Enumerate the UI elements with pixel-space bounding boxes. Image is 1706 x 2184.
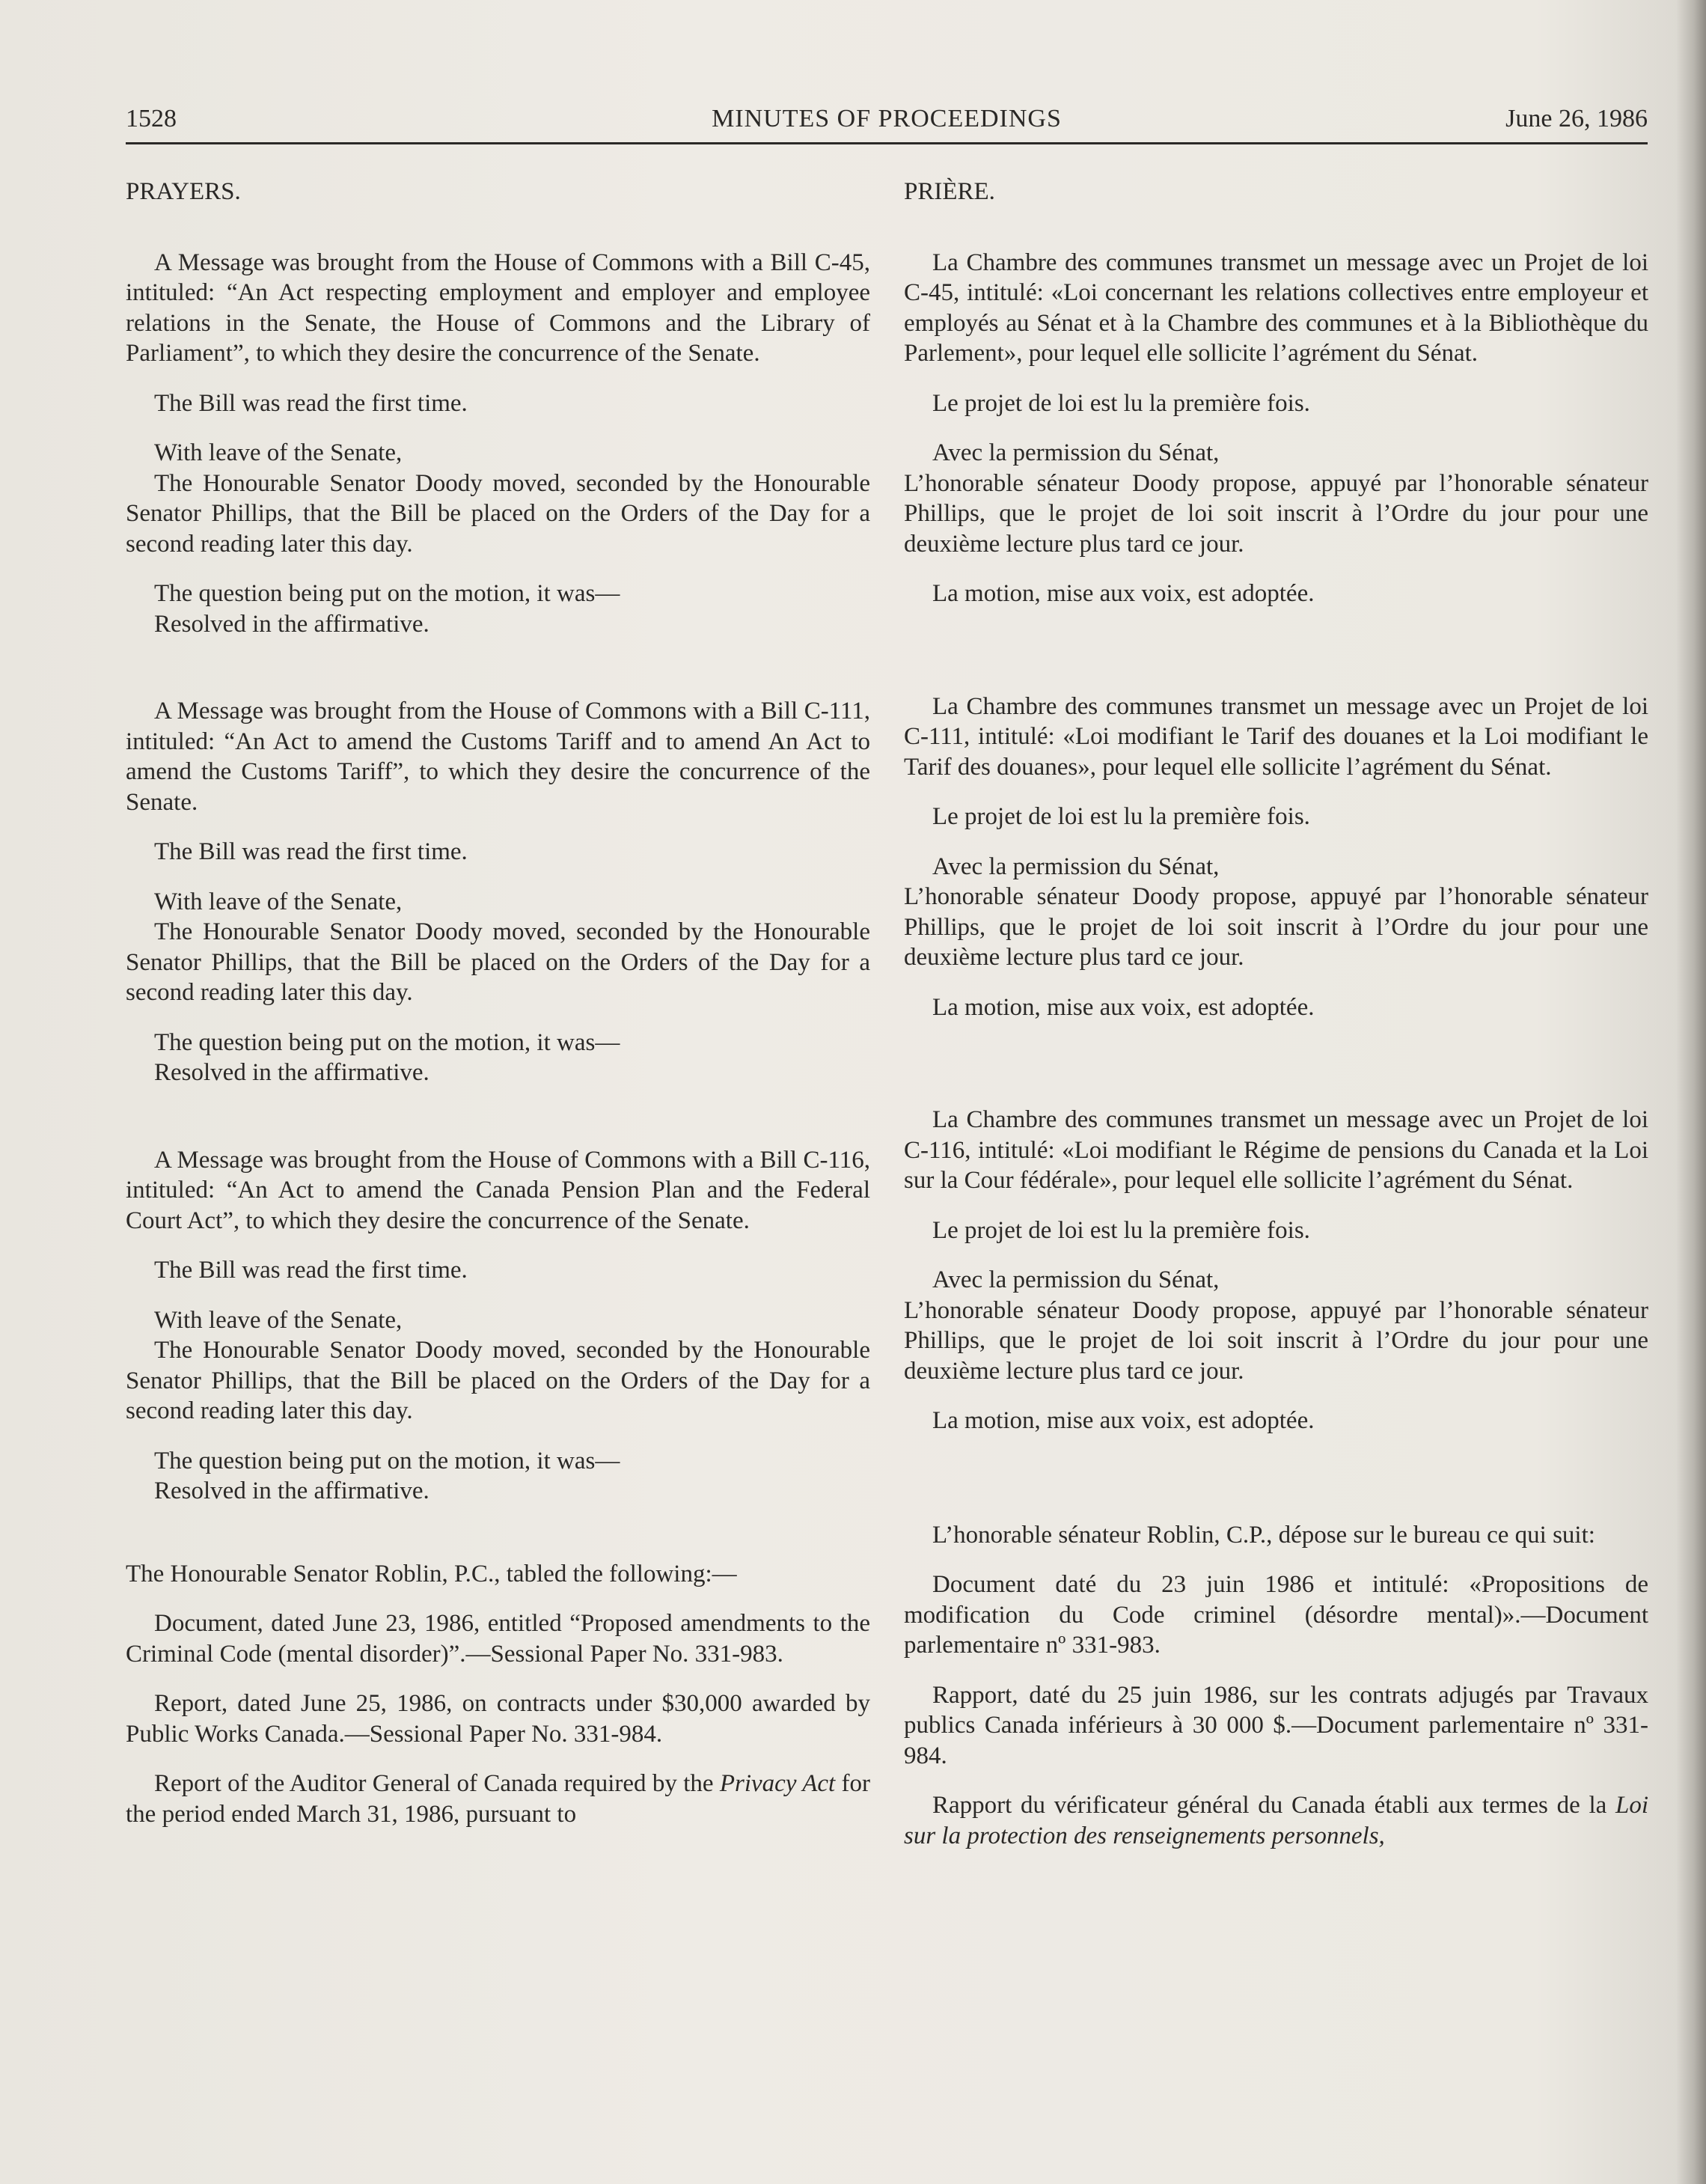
page-edge-shadow [1676, 0, 1706, 2184]
first-reading-c45-fr: Le projet de loi est lu la première fois. [932, 389, 1310, 417]
first-reading-c45: The Bill was read the first time. [154, 389, 468, 417]
moved-c111-fr: L’honorable sénateur Doody propose, appuyé par l’honorable sénateur Phillips, que le projet de loi soit inscrit à l’Ordre du jour pour une deuxième lecture plus tard ce jour. [904, 883, 1648, 971]
moved-c45-fr: L’honorable sénateur Doody propose, appuyé par l’honorable sénateur Phillips, que le projet de loi soit inscrit à l’Ordre du jour pour une deuxième lecture plus tard ce jour. [904, 469, 1648, 558]
report-auditor-general: Report of the Auditor General of Canada required by the Privacy Act for the period ended March 31, 1986, pursuant to [126, 1770, 870, 1828]
motion-c45-fr [904, 438, 1648, 559]
motion-c45 [126, 438, 870, 559]
page-number: 1528 [126, 105, 177, 132]
moved-c116-fr: L’honorable sénateur Doody propose, appuyé par l’honorable sénateur Phillips, que le projet de loi soit inscrit à l’Ordre du jour pour une deuxième lecture plus tard ce jour. [904, 1296, 1648, 1385]
running-header [126, 103, 1648, 144]
adopted-c116-fr: La motion, mise aux voix, est adoptée. [932, 1407, 1315, 1434]
adopted-c45-fr: La motion, mise aux voix, est adoptée. [932, 580, 1315, 607]
moved-c111: The Honourable Senator Doody moved, seconded by the Honourable Senator Phillips, that the Bill be placed on the Orders of the Day for a second reading later this day. [126, 918, 870, 1006]
message-c111-fr: La Chambre des communes transmet un message avec un Projet de loi C-111, intitulé: «Loi modifiant le Tarif des douanes et la Loi modifiant le Tarif des douanes», pour lequel elle sollicite l’agrément du Sénat. [904, 692, 1648, 781]
leave-c45: With leave of the Senate, [154, 439, 403, 466]
motion-c116-fr [904, 1265, 1648, 1386]
document-criminal-code: Document, dated June 23, 1986, entitled “Proposed amendments to the Criminal Code (mental disorder)”.—Sessional Paper No. 331-983. [126, 1610, 870, 1668]
prayers-heading: PRAYERS. [126, 178, 241, 205]
question-c111 [126, 1028, 870, 1088]
document-criminal-code-fr: Document daté du 23 juin 1986 et intitulé: «Propositions de modification du Code criminel (désordre mental)».—Document parlementaire nº 331-983. [904, 1571, 1648, 1659]
motion-c111 [126, 887, 870, 1008]
header-title: MINUTES OF PROCEEDINGS [712, 105, 1062, 132]
message-c111: A Message was brought from the House of Commons with a Bill C-111, intituled: “An Act to amend the Customs Tariff and to amend An Act to amend the Customs Tariff”, to which they desire the concurrence of the Senate. [126, 698, 870, 816]
motion-c116 [126, 1305, 870, 1427]
question-c45 [126, 579, 870, 639]
leave-c116-fr: Avec la permission du Sénat, [932, 1266, 1220, 1293]
leave-c116: With leave of the Senate, [154, 1306, 403, 1334]
first-reading-c116: The Bill was read the first time. [154, 1257, 468, 1284]
header-date: June 26, 1986 [1505, 105, 1648, 132]
report-auditor-general-fr: Rapport du vérificateur général du Canada établi aux termes de la Loi sur la protection des renseignements personnels, [904, 1792, 1648, 1849]
report-public-works: Report, dated June 25, 1986, on contracts under $30,000 awarded by Public Works Canada.—Sessional Paper No. 331-984. [126, 1690, 870, 1748]
first-reading-c111-fr: Le projet de loi est lu la première fois. [932, 803, 1310, 830]
message-c116: A Message was brought from the House of Commons with a Bill C-116, intituled: “An Act to amend the Canada Pension Plan and the Federal Court Act”, to which they desire the concurrence of the Senate. [126, 1146, 870, 1234]
moved-c116: The Honourable Senator Doody moved, seconded by the Honourable Senator Phillips, that the Bill be placed on the Orders of the Day for a second reading later this day. [126, 1337, 870, 1424]
moved-c45: The Honourable Senator Doody moved, seconded by the Honourable Senator Phillips, that the Bill be placed on the Orders of the Day for a second reading later this day. [126, 469, 870, 558]
question-c116 [126, 1446, 870, 1507]
question-text-c111: The question being put on the motion, it was— [154, 1028, 620, 1056]
question-text-c116: The question being put on the motion, it was— [154, 1447, 620, 1474]
french-column [904, 177, 1648, 1870]
resolved-c111: Resolved in the affirmative. [154, 1059, 429, 1086]
report-public-works-fr: Rapport, daté du 25 juin 1986, sur les contrats adjugés par Travaux publics Canada inférieurs à 30 000 $.—Document parlementaire nº 331-984. [904, 1681, 1648, 1769]
tabled-statement: The Honourable Senator Roblin, P.C., tabled the following:— [126, 1560, 737, 1587]
priere-heading: PRIÈRE. [904, 178, 995, 205]
first-reading-c116-fr: Le projet de loi est lu la première fois. [932, 1216, 1310, 1244]
english-column [126, 177, 870, 1849]
leave-c111: With leave of the Senate, [154, 888, 403, 915]
message-c45: A Message was brought from the House of Commons with a Bill C-45, intituled: “An Act respecting employment and employer and employee relations in the Senate, the House of Commons and the Library of Parliament”, to which they desire the concurrence of the Senate. [126, 248, 870, 367]
message-c116-fr: La Chambre des communes transmet un message avec un Projet de loi C-116, intitulé: «Loi modifiant le Régime de pensions du Canada et la Loi sur la Cour fédérale», pour lequel elle sollicite l’agrément du Sénat. [904, 1106, 1648, 1194]
tabled-statement-fr: L’honorable sénateur Roblin, C.P., dépose sur le bureau ce qui suit: [932, 1521, 1595, 1549]
adopted-c111-fr: La motion, mise aux voix, est adoptée. [932, 993, 1315, 1021]
motion-c111-fr [904, 852, 1648, 973]
first-reading-c111: The Bill was read the first time. [154, 838, 468, 865]
resolved-c45: Resolved in the affirmative. [154, 610, 429, 638]
question-text-c45: The question being put on the motion, it was— [154, 580, 620, 607]
leave-c111-fr: Avec la permission du Sénat, [932, 852, 1220, 880]
resolved-c116: Resolved in the affirmative. [154, 1477, 429, 1504]
message-c45-fr: La Chambre des communes transmet un message avec un Projet de loi C-45, intitulé: «Loi concernant les relations collectives entre employeur et employés au Sénat et à la Chambre des communes et à la Bibliothèque du Parlement», pour lequel elle sollicite l’agrément du Sénat. [904, 248, 1648, 367]
leave-c45-fr: Avec la permission du Sénat, [932, 439, 1220, 466]
